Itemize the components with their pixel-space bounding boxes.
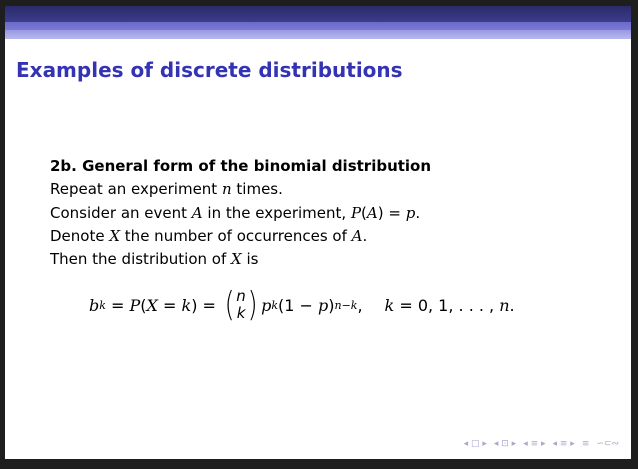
math-var-b: b bbox=[89, 295, 100, 315]
math-sub-k: k bbox=[99, 298, 106, 312]
text-line-1 bbox=[50, 178, 610, 201]
math-var-X: X bbox=[109, 226, 121, 245]
math-equals: = bbox=[157, 295, 182, 315]
block-content bbox=[50, 155, 610, 271]
math-equals: = bbox=[105, 295, 130, 315]
text-fragment: . bbox=[362, 226, 368, 245]
header-bar-light bbox=[5, 30, 631, 39]
frame-title: Examples of discrete distributions bbox=[16, 58, 403, 82]
text-line-3 bbox=[50, 225, 610, 248]
nav-search-icon[interactable]: ∽⊂∾ bbox=[596, 439, 619, 449]
math-equals: ) = bbox=[377, 203, 406, 222]
left-paren: ( bbox=[224, 285, 235, 325]
nav-subsection-icon[interactable]: ◂ ⊡ ▸ bbox=[493, 439, 517, 449]
text-fragment: Denote bbox=[50, 226, 110, 245]
text-line-4 bbox=[50, 248, 610, 271]
text-line-2 bbox=[50, 202, 610, 225]
math-var-k: k bbox=[384, 295, 395, 315]
text-fragment: is bbox=[241, 250, 259, 269]
nav-document-icon[interactable]: ◂ ≡ ▸ bbox=[552, 439, 575, 449]
text-fragment: times. bbox=[231, 180, 283, 199]
text-fragment: . bbox=[415, 203, 421, 222]
math-paren: ) bbox=[191, 295, 198, 315]
math-var-n: n bbox=[499, 295, 510, 315]
math-exponent-n-minus-k: n−k bbox=[334, 298, 358, 312]
math-var-p: p bbox=[261, 295, 272, 315]
math-comma: , bbox=[357, 295, 363, 315]
binomial-formula bbox=[89, 285, 515, 325]
text-fragment: Consider an event bbox=[50, 203, 192, 222]
beamer-navigation bbox=[464, 439, 619, 449]
binomial-coefficient bbox=[223, 285, 259, 325]
text-fragment: Then the distribution of bbox=[50, 250, 232, 269]
text-fragment: the number of occurrences of bbox=[120, 226, 352, 245]
binom-bottom: k bbox=[236, 304, 246, 322]
nav-section-icon[interactable]: ◂ ≡ ▸ bbox=[523, 439, 546, 449]
math-equals: = bbox=[197, 295, 222, 315]
header-bar-mid bbox=[5, 22, 631, 30]
nav-toc-icon[interactable]: ≡ bbox=[581, 439, 590, 449]
math-paren: ( bbox=[140, 295, 147, 315]
binom-top: n bbox=[236, 287, 246, 305]
header-bar-dark bbox=[5, 6, 631, 22]
math-period: . bbox=[509, 295, 515, 315]
math-var-X: X bbox=[146, 295, 158, 315]
math-var-X: X bbox=[231, 250, 242, 269]
math-var-A: A bbox=[351, 226, 363, 245]
math-paren: ( bbox=[361, 203, 367, 222]
text-fragment: in the experiment, bbox=[202, 203, 351, 222]
block-title: 2b. General form of the binomial distribution bbox=[50, 157, 432, 175]
math-var-P: P bbox=[129, 295, 141, 315]
text-fragment: Repeat an experiment bbox=[50, 180, 222, 199]
math-var-n: n bbox=[221, 180, 232, 199]
binom-stack bbox=[236, 288, 246, 322]
math-exponent-k: k bbox=[271, 298, 278, 312]
math-paren: ) bbox=[328, 295, 335, 315]
math-range: = 0, 1, . . . , bbox=[394, 295, 500, 315]
math-var-k: k bbox=[181, 295, 192, 315]
math-var-P: P bbox=[350, 203, 362, 222]
right-paren: ) bbox=[247, 285, 258, 325]
math-var-p: p bbox=[317, 295, 329, 315]
math-term: (1 − bbox=[277, 295, 318, 315]
math-var-A: A bbox=[191, 203, 203, 222]
math-var-p: p bbox=[405, 203, 416, 222]
slide bbox=[5, 6, 631, 459]
math-var-A: A bbox=[366, 203, 378, 222]
nav-frame-icon[interactable]: ◂ □ ▸ bbox=[463, 439, 487, 449]
